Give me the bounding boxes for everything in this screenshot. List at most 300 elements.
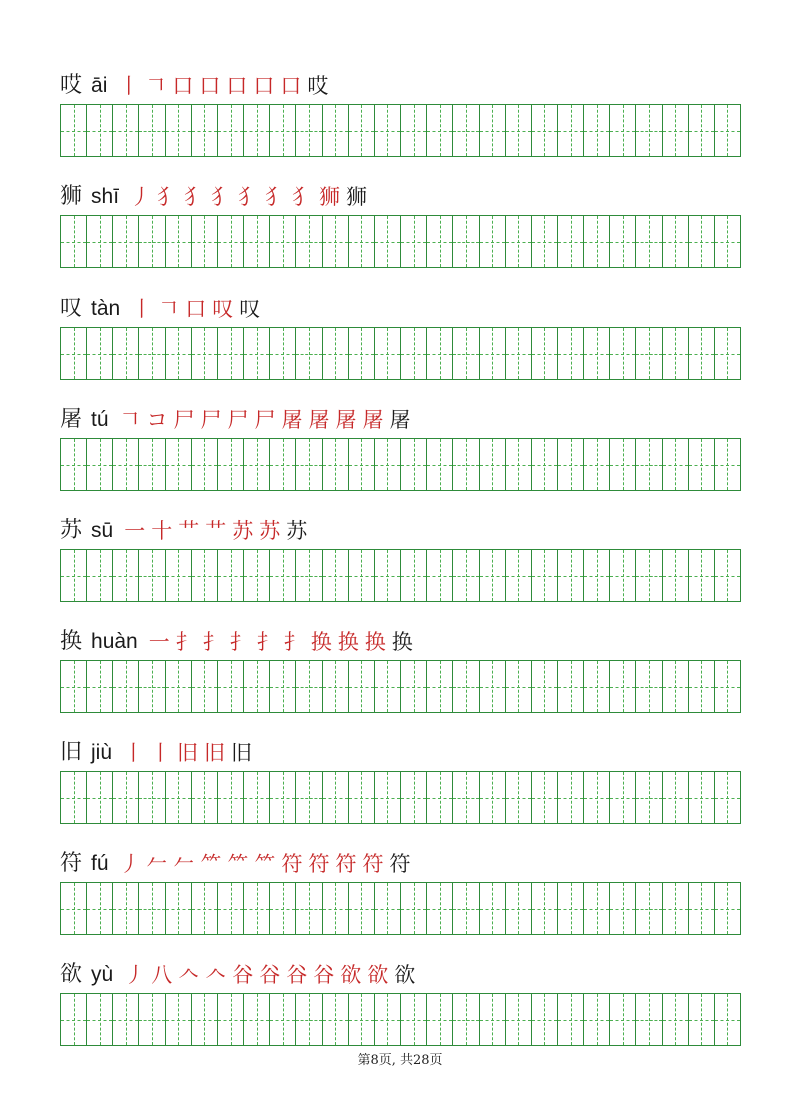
practice-cell[interactable] bbox=[192, 772, 218, 823]
practice-cell[interactable] bbox=[296, 772, 322, 823]
practice-cell[interactable] bbox=[636, 105, 662, 156]
practice-cell[interactable] bbox=[113, 105, 139, 156]
practice-cell[interactable] bbox=[296, 661, 322, 712]
entry-header bbox=[60, 183, 370, 211]
stroke-order-sequence bbox=[121, 517, 310, 545]
practice-cell[interactable] bbox=[558, 439, 584, 490]
practice-cell[interactable] bbox=[270, 328, 296, 379]
practice-cell[interactable] bbox=[323, 994, 349, 1045]
practice-cell[interactable] bbox=[453, 994, 479, 1045]
practice-cell[interactable] bbox=[192, 216, 218, 267]
practice-cell[interactable] bbox=[87, 994, 113, 1045]
practice-cell[interactable] bbox=[427, 772, 453, 823]
practice-cell[interactable] bbox=[558, 105, 584, 156]
stroke-step: 𠃍 bbox=[158, 297, 180, 321]
practice-cell[interactable] bbox=[610, 439, 636, 490]
practice-cell[interactable] bbox=[506, 105, 532, 156]
practice-cell[interactable] bbox=[218, 994, 244, 1045]
stroke-step: 扌 bbox=[175, 630, 197, 654]
practice-cell[interactable] bbox=[375, 328, 401, 379]
practice-cell[interactable] bbox=[636, 550, 662, 601]
practice-cell[interactable] bbox=[244, 772, 270, 823]
practice-cell[interactable] bbox=[113, 216, 139, 267]
practice-cell[interactable] bbox=[610, 105, 636, 156]
stroke-step: 屠 bbox=[335, 408, 357, 432]
practice-cell[interactable] bbox=[166, 550, 192, 601]
practice-cell[interactable] bbox=[244, 661, 270, 712]
practice-cell[interactable] bbox=[61, 328, 87, 379]
practice-cell[interactable] bbox=[663, 994, 689, 1045]
practice-cell[interactable] bbox=[480, 883, 506, 934]
practice-cell[interactable] bbox=[610, 328, 636, 379]
practice-cell[interactable] bbox=[610, 883, 636, 934]
practice-cell[interactable] bbox=[401, 439, 427, 490]
practice-cell[interactable] bbox=[480, 550, 506, 601]
practice-cell[interactable] bbox=[636, 994, 662, 1045]
practice-cell[interactable] bbox=[610, 661, 636, 712]
practice-cell[interactable] bbox=[270, 994, 296, 1045]
practice-cell[interactable] bbox=[610, 550, 636, 601]
stroke-step: 旧 bbox=[204, 741, 226, 765]
practice-cell[interactable] bbox=[296, 216, 322, 267]
entry-pinyin: fú bbox=[91, 852, 109, 875]
entry-character: 哎 bbox=[60, 73, 83, 98]
practice-cell[interactable] bbox=[323, 439, 349, 490]
stroke-step: 符 bbox=[308, 852, 330, 876]
stroke-step: 符 bbox=[335, 852, 357, 876]
stroke-step: 旧 bbox=[231, 741, 253, 765]
practice-cell[interactable] bbox=[87, 105, 113, 156]
practice-cell[interactable] bbox=[323, 661, 349, 712]
practice-cell[interactable] bbox=[532, 772, 558, 823]
practice-cell[interactable] bbox=[558, 328, 584, 379]
practice-cell[interactable] bbox=[349, 105, 375, 156]
practice-cell[interactable] bbox=[453, 883, 479, 934]
practice-cell[interactable] bbox=[401, 994, 427, 1045]
stroke-step: 叹 bbox=[239, 297, 261, 321]
practice-cell[interactable] bbox=[427, 550, 453, 601]
practice-cell[interactable] bbox=[532, 994, 558, 1045]
practice-cell[interactable] bbox=[87, 883, 113, 934]
practice-cell[interactable] bbox=[244, 439, 270, 490]
practice-cell[interactable] bbox=[218, 883, 244, 934]
practice-cell[interactable] bbox=[87, 550, 113, 601]
stroke-step: 谷 bbox=[232, 963, 254, 987]
practice-cell[interactable] bbox=[453, 216, 479, 267]
practice-cell[interactable] bbox=[87, 661, 113, 712]
stroke-step: 苏 bbox=[259, 519, 281, 543]
practice-cell[interactable] bbox=[689, 216, 715, 267]
practice-cell[interactable] bbox=[427, 105, 453, 156]
practice-cell[interactable] bbox=[506, 883, 532, 934]
practice-cell[interactable] bbox=[244, 105, 270, 156]
practice-cell[interactable] bbox=[192, 994, 218, 1045]
practice-cell[interactable] bbox=[323, 105, 349, 156]
practice-cell[interactable] bbox=[270, 105, 296, 156]
practice-cell[interactable] bbox=[480, 328, 506, 379]
stroke-step: 口 bbox=[172, 74, 194, 98]
stroke-step: 丨 bbox=[118, 74, 140, 98]
practice-cell[interactable] bbox=[610, 216, 636, 267]
stroke-step: 屠 bbox=[308, 408, 330, 432]
practice-cell[interactable] bbox=[427, 661, 453, 712]
practice-cell[interactable] bbox=[663, 105, 689, 156]
stroke-step: ⺮ bbox=[254, 852, 276, 876]
stroke-step: 犭 bbox=[238, 185, 260, 209]
practice-cell[interactable] bbox=[113, 772, 139, 823]
entry-header bbox=[60, 850, 414, 878]
practice-cell[interactable] bbox=[506, 328, 532, 379]
practice-cell[interactable] bbox=[349, 439, 375, 490]
practice-cell[interactable] bbox=[349, 216, 375, 267]
stroke-step: 丿 bbox=[124, 963, 146, 987]
practice-cell[interactable] bbox=[166, 105, 192, 156]
practice-cell[interactable] bbox=[453, 772, 479, 823]
practice-cell[interactable] bbox=[296, 105, 322, 156]
practice-cell[interactable] bbox=[192, 328, 218, 379]
practice-grid bbox=[60, 882, 741, 935]
stroke-step: 叹 bbox=[212, 297, 234, 321]
entry-pinyin: shī bbox=[91, 185, 120, 208]
stroke-step: 艹 bbox=[205, 519, 227, 543]
practice-cell[interactable] bbox=[139, 661, 165, 712]
stroke-order-sequence bbox=[117, 850, 414, 878]
practice-cell[interactable] bbox=[166, 772, 192, 823]
practice-cell[interactable] bbox=[506, 439, 532, 490]
entry-header bbox=[60, 406, 414, 434]
entry-pinyin: jiù bbox=[91, 741, 113, 764]
practice-cell[interactable] bbox=[480, 439, 506, 490]
practice-cell[interactable] bbox=[427, 883, 453, 934]
practice-cell[interactable] bbox=[139, 550, 165, 601]
practice-cell[interactable] bbox=[270, 439, 296, 490]
practice-cell[interactable] bbox=[270, 550, 296, 601]
practice-cell[interactable] bbox=[715, 439, 740, 490]
practice-cell[interactable] bbox=[689, 994, 715, 1045]
practice-cell[interactable] bbox=[480, 216, 506, 267]
entry-character: 欲 bbox=[60, 962, 83, 987]
practice-cell[interactable] bbox=[506, 661, 532, 712]
practice-cell[interactable] bbox=[401, 772, 427, 823]
practice-cell[interactable] bbox=[636, 772, 662, 823]
practice-cell[interactable] bbox=[480, 772, 506, 823]
practice-cell[interactable] bbox=[192, 439, 218, 490]
practice-cell[interactable] bbox=[218, 216, 244, 267]
practice-cell[interactable] bbox=[375, 883, 401, 934]
practice-cell[interactable] bbox=[401, 216, 427, 267]
entry-header bbox=[60, 517, 310, 545]
practice-cell[interactable] bbox=[192, 661, 218, 712]
practice-cell[interactable] bbox=[375, 994, 401, 1045]
practice-cell[interactable] bbox=[270, 661, 296, 712]
practice-cell[interactable] bbox=[427, 328, 453, 379]
practice-cell[interactable] bbox=[192, 550, 218, 601]
practice-cell[interactable] bbox=[61, 216, 87, 267]
practice-cell[interactable] bbox=[113, 439, 139, 490]
practice-cell[interactable] bbox=[453, 328, 479, 379]
practice-cell[interactable] bbox=[166, 883, 192, 934]
practice-cell[interactable] bbox=[349, 550, 375, 601]
practice-cell[interactable] bbox=[689, 883, 715, 934]
practice-cell[interactable] bbox=[427, 994, 453, 1045]
practice-cell[interactable] bbox=[323, 883, 349, 934]
entry-pinyin: tàn bbox=[91, 297, 121, 320]
practice-cell[interactable] bbox=[427, 216, 453, 267]
stroke-step: 换 bbox=[337, 630, 359, 654]
practice-cell[interactable] bbox=[506, 772, 532, 823]
practice-cell[interactable] bbox=[584, 105, 610, 156]
entry-pinyin: āi bbox=[91, 74, 108, 97]
stroke-step: 扌 bbox=[202, 630, 224, 654]
practice-cell[interactable] bbox=[113, 994, 139, 1045]
practice-cell[interactable] bbox=[323, 772, 349, 823]
practice-cell[interactable] bbox=[166, 439, 192, 490]
practice-cell[interactable] bbox=[663, 883, 689, 934]
practice-cell[interactable] bbox=[323, 550, 349, 601]
practice-cell[interactable] bbox=[139, 883, 165, 934]
practice-cell[interactable] bbox=[532, 216, 558, 267]
practice-cell[interactable] bbox=[139, 439, 165, 490]
practice-cell[interactable] bbox=[584, 328, 610, 379]
stroke-step: 谷 bbox=[286, 963, 308, 987]
practice-cell[interactable] bbox=[636, 216, 662, 267]
practice-cell[interactable] bbox=[715, 994, 740, 1045]
practice-cell[interactable] bbox=[584, 772, 610, 823]
practice-cell[interactable] bbox=[506, 216, 532, 267]
practice-cell[interactable] bbox=[689, 328, 715, 379]
practice-cell[interactable] bbox=[480, 661, 506, 712]
practice-cell[interactable] bbox=[139, 328, 165, 379]
practice-cell[interactable] bbox=[139, 216, 165, 267]
stroke-step: 尸 bbox=[200, 408, 222, 432]
practice-cell[interactable] bbox=[532, 105, 558, 156]
practice-cell[interactable] bbox=[87, 772, 113, 823]
practice-cell[interactable] bbox=[218, 328, 244, 379]
practice-cell[interactable] bbox=[715, 216, 740, 267]
practice-cell[interactable] bbox=[663, 772, 689, 823]
practice-cell[interactable] bbox=[375, 661, 401, 712]
practice-cell[interactable] bbox=[689, 105, 715, 156]
practice-cell[interactable] bbox=[427, 439, 453, 490]
practice-cell[interactable] bbox=[218, 550, 244, 601]
entry-header bbox=[60, 739, 255, 767]
practice-cell[interactable] bbox=[139, 994, 165, 1045]
practice-grid bbox=[60, 660, 741, 713]
practice-cell[interactable] bbox=[61, 772, 87, 823]
practice-cell[interactable] bbox=[375, 772, 401, 823]
practice-cell[interactable] bbox=[244, 883, 270, 934]
practice-cell[interactable] bbox=[166, 216, 192, 267]
practice-cell[interactable] bbox=[375, 550, 401, 601]
stroke-step: 犭 bbox=[157, 185, 179, 209]
practice-cell[interactable] bbox=[296, 550, 322, 601]
stroke-step: 犭 bbox=[211, 185, 233, 209]
practice-cell[interactable] bbox=[453, 550, 479, 601]
practice-cell[interactable] bbox=[270, 772, 296, 823]
practice-cell[interactable] bbox=[296, 883, 322, 934]
practice-cell[interactable] bbox=[61, 105, 87, 156]
practice-cell[interactable] bbox=[663, 216, 689, 267]
practice-cell[interactable] bbox=[296, 994, 322, 1045]
practice-cell[interactable] bbox=[244, 328, 270, 379]
practice-cell[interactable] bbox=[192, 105, 218, 156]
practice-cell[interactable] bbox=[453, 105, 479, 156]
practice-cell[interactable] bbox=[87, 439, 113, 490]
practice-cell[interactable] bbox=[689, 439, 715, 490]
stroke-step: 旧 bbox=[177, 741, 199, 765]
practice-cell[interactable] bbox=[61, 883, 87, 934]
practice-cell[interactable] bbox=[584, 216, 610, 267]
stroke-step: 符 bbox=[281, 852, 303, 876]
entry-character: 旧 bbox=[60, 740, 83, 765]
practice-cell[interactable] bbox=[349, 328, 375, 379]
practice-cell[interactable] bbox=[113, 328, 139, 379]
practice-cell[interactable] bbox=[663, 328, 689, 379]
stroke-step: 扌 bbox=[229, 630, 251, 654]
stroke-step: 谷 bbox=[313, 963, 335, 987]
practice-cell[interactable] bbox=[270, 216, 296, 267]
practice-cell[interactable] bbox=[636, 883, 662, 934]
practice-cell[interactable] bbox=[532, 550, 558, 601]
practice-cell[interactable] bbox=[584, 883, 610, 934]
practice-cell[interactable] bbox=[113, 550, 139, 601]
entry-character: 叹 bbox=[60, 296, 83, 321]
practice-cell[interactable] bbox=[689, 550, 715, 601]
practice-cell[interactable] bbox=[244, 994, 270, 1045]
practice-cell[interactable] bbox=[401, 661, 427, 712]
practice-cell[interactable] bbox=[296, 328, 322, 379]
practice-cell[interactable] bbox=[636, 439, 662, 490]
practice-cell[interactable] bbox=[453, 439, 479, 490]
stroke-step: 十 bbox=[151, 519, 173, 543]
practice-cell[interactable] bbox=[584, 994, 610, 1045]
practice-cell[interactable] bbox=[532, 661, 558, 712]
page-footer: 第8页, 共28页 bbox=[357, 1053, 443, 1068]
stroke-step: 扌 bbox=[256, 630, 278, 654]
stroke-step: 八 bbox=[151, 963, 173, 987]
practice-cell[interactable] bbox=[218, 439, 244, 490]
stroke-step: 艹 bbox=[178, 519, 200, 543]
practice-grid bbox=[60, 327, 741, 380]
practice-cell[interactable] bbox=[87, 328, 113, 379]
practice-cell[interactable] bbox=[192, 883, 218, 934]
practice-cell[interactable] bbox=[349, 994, 375, 1045]
entry-character: 符 bbox=[60, 851, 83, 876]
practice-cell[interactable] bbox=[636, 661, 662, 712]
practice-cell[interactable] bbox=[113, 661, 139, 712]
practice-cell[interactable] bbox=[610, 772, 636, 823]
practice-cell[interactable] bbox=[61, 439, 87, 490]
practice-cell[interactable] bbox=[61, 661, 87, 712]
practice-cell[interactable] bbox=[296, 439, 322, 490]
practice-cell[interactable] bbox=[166, 661, 192, 712]
practice-cell[interactable] bbox=[61, 550, 87, 601]
practice-cell[interactable] bbox=[532, 328, 558, 379]
entry-character: 苏 bbox=[60, 518, 83, 543]
practice-cell[interactable] bbox=[244, 216, 270, 267]
practice-cell[interactable] bbox=[584, 550, 610, 601]
practice-cell[interactable] bbox=[532, 439, 558, 490]
practice-cell[interactable] bbox=[323, 216, 349, 267]
practice-cell[interactable] bbox=[218, 661, 244, 712]
practice-cell[interactable] bbox=[715, 328, 740, 379]
practice-cell[interactable] bbox=[453, 661, 479, 712]
practice-cell[interactable] bbox=[401, 883, 427, 934]
practice-cell[interactable] bbox=[166, 328, 192, 379]
entry-header bbox=[60, 628, 416, 656]
practice-cell[interactable] bbox=[218, 105, 244, 156]
practice-cell[interactable] bbox=[663, 661, 689, 712]
stroke-step: ⺮ bbox=[227, 852, 249, 876]
stroke-step: コ bbox=[146, 408, 168, 432]
practice-cell[interactable] bbox=[558, 883, 584, 934]
practice-cell[interactable] bbox=[375, 105, 401, 156]
practice-cell[interactable] bbox=[715, 105, 740, 156]
practice-cell[interactable] bbox=[349, 661, 375, 712]
practice-cell[interactable] bbox=[584, 661, 610, 712]
practice-cell[interactable] bbox=[139, 105, 165, 156]
practice-cell[interactable] bbox=[715, 772, 740, 823]
practice-cell[interactable] bbox=[558, 994, 584, 1045]
entry-pinyin: huàn bbox=[91, 630, 138, 653]
practice-cell[interactable] bbox=[113, 883, 139, 934]
practice-cell[interactable] bbox=[323, 328, 349, 379]
practice-cell[interactable] bbox=[558, 661, 584, 712]
practice-cell[interactable] bbox=[401, 550, 427, 601]
practice-cell[interactable] bbox=[663, 550, 689, 601]
practice-cell[interactable] bbox=[532, 883, 558, 934]
practice-cell[interactable] bbox=[689, 772, 715, 823]
practice-cell[interactable] bbox=[218, 772, 244, 823]
stroke-step: 欲 bbox=[367, 963, 389, 987]
stroke-step: 口 bbox=[280, 74, 302, 98]
practice-cell[interactable] bbox=[636, 328, 662, 379]
practice-cell[interactable] bbox=[558, 216, 584, 267]
practice-cell[interactable] bbox=[715, 550, 740, 601]
practice-cell[interactable] bbox=[506, 994, 532, 1045]
practice-cell[interactable] bbox=[715, 883, 740, 934]
practice-cell[interactable] bbox=[139, 772, 165, 823]
practice-cell[interactable] bbox=[715, 661, 740, 712]
practice-cell[interactable] bbox=[375, 216, 401, 267]
practice-cell[interactable] bbox=[349, 883, 375, 934]
stroke-step: 符 bbox=[389, 852, 411, 876]
practice-cell[interactable] bbox=[61, 994, 87, 1045]
stroke-step: 口 bbox=[199, 74, 221, 98]
practice-cell[interactable] bbox=[558, 550, 584, 601]
practice-cell[interactable] bbox=[401, 328, 427, 379]
practice-cell[interactable] bbox=[480, 994, 506, 1045]
practice-cell[interactable] bbox=[270, 883, 296, 934]
practice-cell[interactable] bbox=[87, 216, 113, 267]
practice-cell[interactable] bbox=[375, 439, 401, 490]
stroke-order-sequence bbox=[128, 295, 263, 323]
practice-cell[interactable] bbox=[349, 772, 375, 823]
practice-cell[interactable] bbox=[244, 550, 270, 601]
practice-cell[interactable] bbox=[663, 439, 689, 490]
practice-cell[interactable] bbox=[584, 439, 610, 490]
practice-cell[interactable] bbox=[401, 105, 427, 156]
practice-cell[interactable] bbox=[480, 105, 506, 156]
practice-cell[interactable] bbox=[689, 661, 715, 712]
practice-cell[interactable] bbox=[558, 772, 584, 823]
stroke-step: 𠂉 bbox=[146, 852, 168, 876]
stroke-step: ⺮ bbox=[200, 852, 222, 876]
practice-cell[interactable] bbox=[610, 994, 636, 1045]
practice-cell[interactable] bbox=[506, 550, 532, 601]
stroke-step: 符 bbox=[362, 852, 384, 876]
practice-cell[interactable] bbox=[166, 994, 192, 1045]
